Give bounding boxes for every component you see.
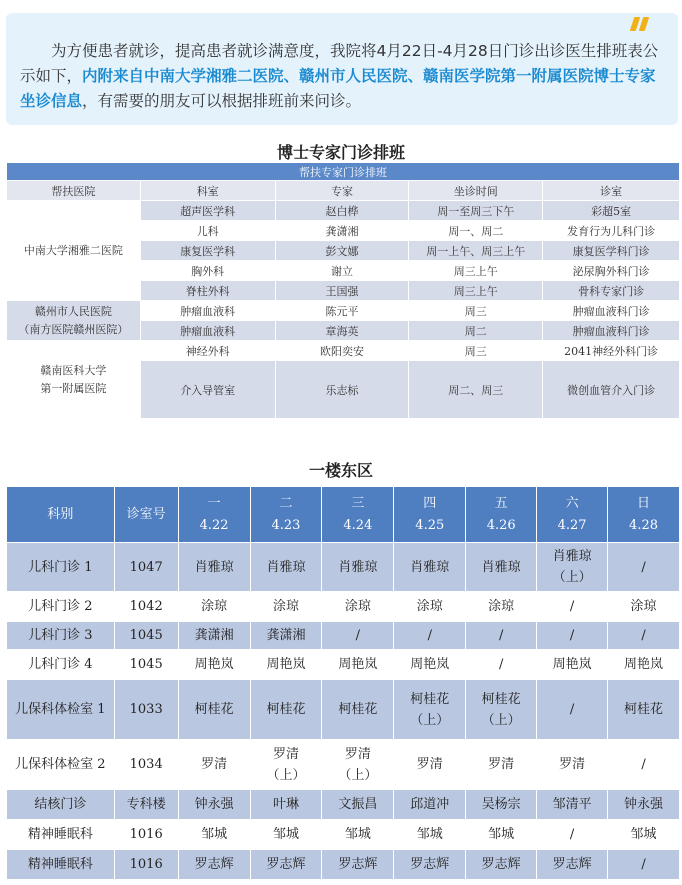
table-row	[7, 341, 680, 361]
doctor-cell	[466, 790, 537, 820]
doctor-name: 罗志辉	[552, 857, 592, 872]
doctor-cell	[466, 850, 537, 880]
doctor-cell	[178, 850, 250, 880]
doctor-name: 涂琼	[272, 599, 299, 614]
doctor-name: 肖雅琼	[338, 559, 378, 575]
weekday-label: 五	[494, 495, 508, 511]
column-header: 科室	[140, 181, 275, 201]
doctor-cell	[394, 790, 466, 820]
department-cell: 儿保科体检室 1	[7, 680, 115, 740]
table-cell: 周一上午、周三上午	[409, 241, 543, 261]
doctor-name: 柯桂花	[266, 702, 306, 717]
column-header: 专家	[275, 181, 409, 201]
doctor-name: 邹城	[201, 827, 228, 842]
doctor-cell	[394, 680, 466, 740]
doctor-name: 邱道冲	[410, 797, 450, 812]
column-header-day	[466, 487, 537, 543]
doctor-cell	[250, 820, 322, 850]
table-cell: 肿瘤血液科门诊	[543, 301, 680, 321]
doctor-cell	[322, 680, 394, 740]
doctor-name: 肖雅琼	[552, 549, 592, 564]
roster-row	[7, 820, 680, 850]
column-header: 坐诊时间	[409, 181, 543, 201]
doctor-name: 罗清	[559, 757, 586, 772]
weekday-label: 二	[279, 495, 293, 511]
doctor-name: 涂琼	[201, 599, 228, 614]
table-caption: 帮扶专家门诊排班	[7, 163, 680, 181]
department-cell: 精神睡眠科	[7, 850, 115, 880]
column-header-day	[394, 487, 466, 543]
table-cell: 脊柱外科	[140, 281, 275, 301]
doctor-cell	[608, 820, 680, 850]
doctor-name: 钟永强	[194, 797, 234, 812]
doctor-name: （上）	[410, 712, 450, 728]
doctor-name: 邹城	[630, 827, 657, 842]
doctor-name: /	[355, 628, 361, 643]
doctor-cell	[537, 650, 608, 680]
column-header: 诊室	[543, 181, 680, 201]
doctor-name: 涂琼	[344, 599, 371, 614]
department-cell: 儿科门诊 1	[7, 543, 115, 592]
roster-row	[7, 622, 680, 650]
table-cell: 胸外科	[140, 261, 275, 281]
doctor-cell	[322, 622, 394, 650]
table-header-row	[7, 181, 680, 201]
department-cell: 儿科门诊 3	[7, 622, 115, 650]
doctor-cell	[466, 622, 537, 650]
doctor-cell	[178, 592, 250, 622]
doctor-cell	[466, 820, 537, 850]
section-title-experts: 博士专家门诊排班	[276, 143, 405, 162]
doctor-name: 罗清	[488, 757, 515, 772]
doctor-name: /	[427, 628, 432, 643]
doctor-name: 柯桂花	[624, 702, 664, 717]
column-header-day	[537, 487, 608, 543]
weekday-label: 六	[565, 495, 579, 511]
doctor-cell	[250, 622, 322, 650]
doctor-name: 周艳岚	[338, 657, 378, 672]
intro-notice	[6, 13, 678, 125]
doctor-cell	[394, 543, 466, 592]
department-cell: 儿科门诊 4	[7, 650, 115, 680]
doctor-name: /	[641, 857, 646, 872]
quote-mark-icon	[632, 17, 650, 31]
room-cell: 1045	[114, 622, 178, 650]
table-cell: 周一、周二	[409, 221, 543, 241]
doctor-name: 文振昌	[338, 797, 378, 812]
table-cell: 王国强	[275, 281, 409, 301]
doctor-name: 柯桂花	[481, 691, 521, 707]
doctor-name: 邹城	[344, 827, 371, 842]
table-cell: 陈元平	[275, 301, 409, 321]
table-row	[7, 301, 680, 321]
doctor-name: 肖雅琼	[410, 559, 450, 575]
doctor-cell	[322, 543, 394, 592]
doctor-name: （上）	[266, 767, 306, 783]
intro-text-end: ，有需要的朋友可以根据排班前来问诊。	[82, 92, 362, 110]
table-cell: 乐志标	[275, 361, 409, 419]
hospital-cell	[7, 341, 141, 419]
room-cell: 1033	[114, 680, 178, 740]
hospital-cell	[7, 201, 141, 301]
weekday-label: 日	[637, 495, 651, 511]
date-label: 4.26	[486, 517, 516, 533]
roster-row	[7, 850, 680, 880]
doctor-cell	[322, 790, 394, 820]
doctor-name: （上）	[552, 570, 592, 585]
doctor-name: /	[569, 702, 575, 717]
doctor-name: 罗清	[201, 757, 228, 772]
doctor-name: 邹城	[416, 827, 443, 842]
doctor-cell	[466, 740, 537, 790]
intro-text: 为方便患者就诊，提高患者就诊满意度，我院将4月22日-4月28日门诊出诊医生排班表公示如下，	[20, 42, 659, 85]
table-cell: 骨科专家门诊	[543, 281, 680, 301]
roster-row	[7, 740, 680, 790]
room-cell: 1016	[114, 850, 178, 880]
doctor-name: 钟永强	[624, 797, 664, 812]
table-cell: 儿科	[140, 221, 275, 241]
table-cell: 超声医学科	[140, 201, 275, 221]
table-cell: 泌尿胸外科门诊	[543, 261, 680, 281]
doctor-cell	[250, 850, 322, 880]
roster-row	[7, 790, 680, 820]
table-cell: 彭文娜	[275, 241, 409, 261]
date-label: 4.28	[629, 517, 658, 533]
table-cell: 周二	[409, 321, 543, 341]
doctor-cell	[466, 680, 537, 740]
roster-row	[7, 650, 680, 680]
column-header-day	[250, 487, 322, 543]
doctor-cell	[250, 592, 322, 622]
hospital-name: （南方医院赣州医院）	[18, 322, 129, 336]
table-cell: 介入导管室	[140, 361, 275, 419]
doctor-name: 邹城	[272, 827, 299, 842]
doctor-cell	[394, 820, 466, 850]
table-cell: 微创血管介入门诊	[543, 361, 680, 419]
doctor-cell	[322, 820, 394, 850]
column-header-dept: 科别	[7, 487, 115, 543]
doctor-cell	[537, 820, 608, 850]
table-cell: 周一至周三下午	[409, 201, 543, 221]
doctor-cell	[466, 650, 537, 680]
doctor-name: （上）	[481, 712, 521, 728]
room-cell: 专科楼	[114, 790, 178, 820]
table-cell: 神经外科	[140, 341, 275, 361]
doctor-name: 龚潇湘	[266, 628, 306, 643]
table-row	[7, 201, 680, 221]
doctor-name: /	[569, 628, 575, 643]
doctor-cell	[322, 650, 394, 680]
doctor-cell	[537, 740, 608, 790]
doctor-cell	[608, 790, 680, 820]
roster-row	[7, 543, 680, 592]
doctor-name: 罗清	[344, 746, 371, 762]
column-header-room: 诊室号	[114, 487, 178, 543]
doctor-name: 周艳岚	[194, 657, 234, 672]
doctor-cell	[608, 740, 680, 790]
doctor-name: 邹清平	[552, 797, 592, 812]
hospital-name: 中南大学湘雅二医院	[23, 243, 123, 257]
table-cell: 周三	[409, 301, 543, 321]
doctor-cell	[608, 622, 680, 650]
room-cell: 1034	[114, 740, 178, 790]
doctor-name: 罗志辉	[338, 857, 378, 872]
column-header-day	[322, 487, 394, 543]
doctor-name: 肖雅琼	[266, 559, 306, 575]
doctor-cell	[537, 543, 608, 592]
duty-roster-table	[6, 486, 680, 880]
weekday-label: 三	[351, 495, 365, 511]
date-label: 4.27	[557, 517, 587, 533]
doctor-cell	[322, 740, 394, 790]
room-cell: 1042	[114, 592, 178, 622]
doctor-cell	[178, 543, 250, 592]
table-cell: 康复医学科	[140, 241, 275, 261]
doctor-cell	[250, 650, 322, 680]
doctor-cell	[250, 680, 322, 740]
doctor-name: /	[498, 628, 504, 643]
doctor-cell	[178, 680, 250, 740]
date-label: 4.22	[199, 517, 229, 533]
intro-paragraph	[20, 39, 664, 114]
doctor-cell	[322, 592, 394, 622]
table-cell: 肿瘤血液科	[140, 301, 275, 321]
column-header-day	[608, 487, 680, 543]
department-cell: 精神睡眠科	[7, 820, 115, 850]
doctor-cell	[608, 850, 680, 880]
doctor-cell	[178, 650, 250, 680]
doctor-cell	[178, 820, 250, 850]
table-cell: 周二、周三	[409, 361, 543, 419]
doctor-name: 周艳岚	[624, 657, 664, 672]
table-cell: 谢立	[275, 261, 409, 281]
roster-row	[7, 680, 680, 740]
doctor-cell	[608, 680, 680, 740]
doctor-name: 罗志辉	[410, 857, 450, 872]
doctor-name: 罗志辉	[194, 857, 234, 872]
table-cell: 欧阳奕安	[275, 341, 409, 361]
department-cell: 结核门诊	[7, 790, 115, 820]
roster-row	[7, 592, 680, 622]
doctor-name: 周艳岚	[552, 657, 592, 672]
hospital-cell	[7, 301, 141, 341]
expert-schedule-table	[6, 162, 680, 419]
doctor-name: 涂琼	[630, 599, 657, 614]
room-cell: 1047	[114, 543, 178, 592]
doctor-cell	[394, 740, 466, 790]
doctor-name: 吴杨宗	[481, 797, 521, 812]
doctor-cell	[178, 790, 250, 820]
doctor-name: 周艳岚	[410, 657, 450, 672]
doctor-cell	[394, 592, 466, 622]
doctor-cell	[537, 680, 608, 740]
doctor-name: 邹城	[488, 827, 515, 842]
doctor-cell	[394, 650, 466, 680]
doctor-cell	[322, 850, 394, 880]
doctor-cell	[394, 622, 466, 650]
room-cell: 1016	[114, 820, 178, 850]
table-cell: 章海英	[275, 321, 409, 341]
section-title-east-zone: 一楼东区	[308, 461, 373, 480]
table-caption-row	[7, 163, 680, 181]
table-cell: 赵白桦	[275, 201, 409, 221]
doctor-name: 龚潇湘	[194, 628, 234, 643]
doctor-cell	[394, 850, 466, 880]
weekday-label: 一	[207, 495, 221, 511]
doctor-name: 罗志辉	[266, 857, 306, 872]
doctor-name: /	[569, 599, 575, 614]
table-cell: 康复医学科门诊	[543, 241, 680, 261]
doctor-name: （上）	[338, 767, 378, 783]
doctor-cell	[250, 740, 322, 790]
doctor-name: 罗清	[272, 746, 299, 762]
doctor-cell	[466, 592, 537, 622]
department-cell: 儿科门诊 2	[7, 592, 115, 622]
doctor-name: /	[569, 827, 575, 842]
date-label: 4.25	[415, 517, 445, 533]
hospital-name: 赣南医科大学	[40, 363, 107, 377]
doctor-cell	[250, 790, 322, 820]
doctor-cell	[178, 740, 250, 790]
doctor-cell	[178, 622, 250, 650]
table-cell: 彩超5室	[543, 201, 680, 221]
table-cell: 周三	[409, 341, 543, 361]
doctor-name: 罗清	[416, 757, 443, 772]
column-header: 帮扶医院	[7, 181, 141, 201]
doctor-name: 肖雅琼	[194, 559, 234, 575]
table-cell: 龚潇湘	[275, 221, 409, 241]
weekday-label: 四	[423, 495, 437, 511]
doctor-cell	[608, 592, 680, 622]
doctor-name: 柯桂花	[194, 702, 234, 717]
doctor-cell	[608, 650, 680, 680]
table-cell: 周三上午	[409, 261, 543, 281]
doctor-cell	[250, 543, 322, 592]
doctor-name: 柯桂花	[338, 702, 378, 717]
doctor-name: /	[641, 559, 646, 575]
room-cell: 1045	[114, 650, 178, 680]
doctor-cell	[466, 543, 537, 592]
doctor-name: 周艳岚	[266, 657, 306, 672]
hospital-name: 赣州市人民医院	[34, 304, 112, 318]
table-cell: 周三上午	[409, 281, 543, 301]
doctor-name: /	[641, 628, 646, 643]
intro-highlight: 内附来自中南大学湘雅二医院、赣州市人民医院、赣南医学院第一附属医院博士专家坐诊信息	[20, 67, 656, 110]
doctor-cell	[608, 543, 680, 592]
doctor-name: 肖雅琼	[481, 559, 521, 575]
hospital-name: 第一附属医院	[40, 381, 107, 395]
department-cell: 儿保科体检室 2	[7, 740, 115, 790]
doctor-name: 罗志辉	[481, 857, 521, 872]
doctor-name: /	[641, 757, 646, 772]
roster-header-row	[7, 487, 680, 543]
column-header-day	[178, 487, 250, 543]
doctor-name: /	[498, 657, 504, 672]
table-cell: 发育行为儿科门诊	[543, 221, 680, 241]
doctor-cell	[537, 622, 608, 650]
doctor-name: 叶琳	[272, 797, 299, 812]
table-cell: 肿瘤血液科门诊	[543, 321, 680, 341]
date-label: 4.24	[343, 517, 373, 533]
doctor-cell	[537, 850, 608, 880]
doctor-cell	[537, 592, 608, 622]
doctor-cell	[537, 790, 608, 820]
doctor-name: 柯桂花	[410, 691, 450, 707]
table-cell: 肿瘤血液科	[140, 321, 275, 341]
doctor-name: 涂琼	[488, 599, 515, 614]
table-cell: 2041神经外科门诊	[543, 341, 680, 361]
date-label: 4.23	[271, 517, 301, 533]
doctor-name: 涂琼	[416, 599, 443, 614]
